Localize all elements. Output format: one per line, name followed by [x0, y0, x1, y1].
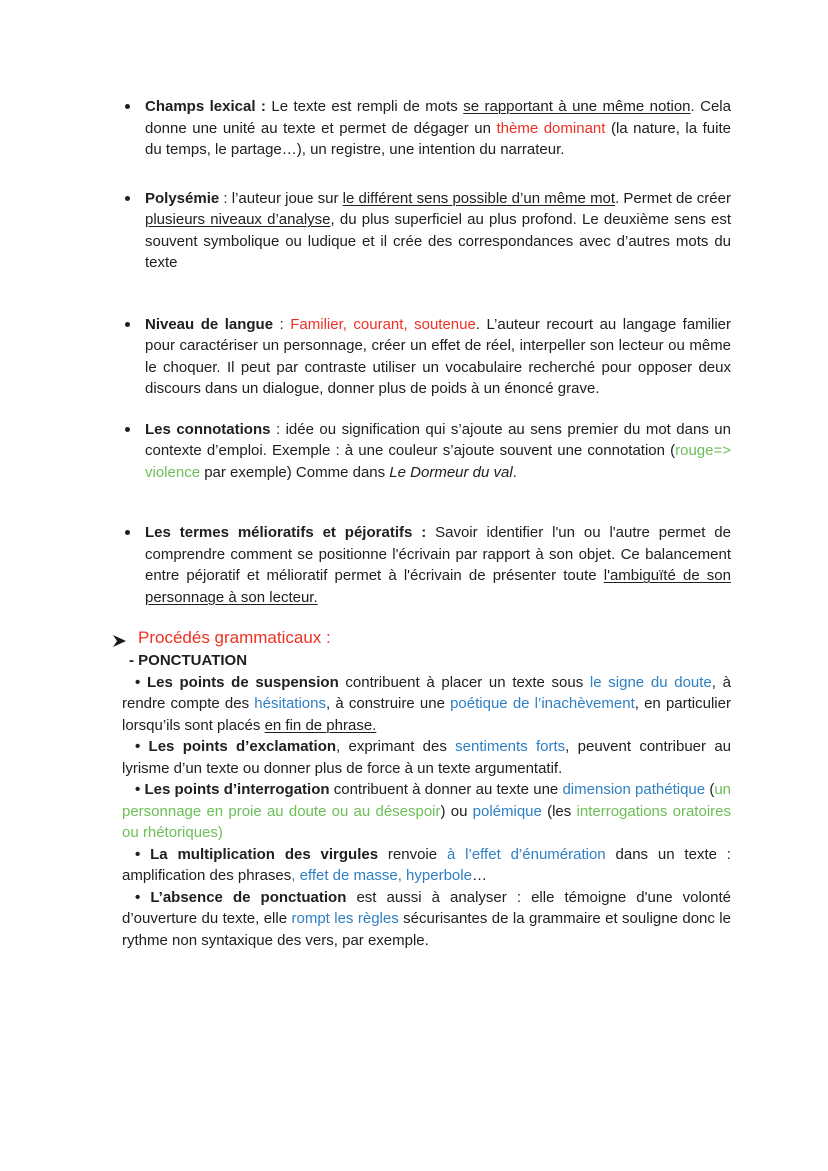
text-span: dimension pathétique [562, 781, 706, 798]
text-span: contribuent à donner au texte une [329, 781, 563, 798]
points-de-suspension [122, 672, 731, 737]
text-span: un personnage en proie au doute ou au désespoir [122, 781, 731, 820]
bullet-item [122, 419, 731, 484]
points-d-exclamation [122, 736, 731, 779]
text-span: • Les points d’interrogation [135, 781, 330, 798]
bullet-item [122, 96, 731, 161]
arrowhead-right-icon [112, 631, 127, 645]
text-span: renvoie [378, 845, 447, 863]
bullet-item [122, 522, 731, 608]
text-span: poétique de l’inachèvement [450, 695, 635, 712]
text-span: • La multiplication des virgules [135, 845, 379, 863]
section-heading [122, 626, 731, 650]
text-span: , en particulier lorsqu’ils sont placés [122, 695, 731, 734]
section-procedes-grammaticaux [122, 626, 731, 951]
text-span: , du plus superficiel au plus profond. Le deuxième sens est souvent symbolique ou ludique et il crée des correspondances avec d’autres mots du texte [145, 211, 731, 271]
ponctuation-block [122, 650, 731, 951]
text-span: . Cela donne une unité au texte et permet de dégager un [145, 98, 731, 137]
text-span: ( [705, 781, 715, 798]
text-span: - PONCTUATION [129, 652, 248, 669]
text-span: se rapportant à une même notion [463, 98, 691, 115]
text-span: : [273, 315, 291, 333]
multiplication-des-virgules [122, 844, 731, 887]
text-span: • Les points de suspension [135, 673, 339, 691]
text-span: dans un texte : amplification des phrases [122, 845, 731, 884]
text-span: Polysémie [145, 189, 220, 207]
bullet-dot-icon [125, 427, 130, 432]
text-span: Niveau de langue [145, 315, 274, 333]
text-span: rouge=> violence [145, 442, 731, 481]
ponctuation-title [122, 650, 731, 672]
text-span: à l’effet d’énumération [446, 845, 606, 863]
bullet-dot-icon [125, 322, 130, 327]
text-span: en fin de phrase. [264, 716, 377, 734]
text-span: Le Dormeur du val [389, 463, 513, 481]
bullet-item [122, 314, 731, 400]
text-span: • L’absence de ponctuation [135, 888, 347, 906]
text-span: ) ou [440, 802, 473, 820]
text-span: sentiments forts [455, 738, 566, 755]
text-span: par exemple) Comme dans [200, 463, 390, 481]
bullet-dot-icon [125, 530, 130, 535]
text-span: … [471, 867, 487, 884]
bullet-list [122, 96, 731, 608]
text-span: thème dominant [496, 119, 606, 137]
text-span: : idée ou signification qui s’ajoute au sens premier du mot dans un contexte d’emploi. Exemple : à une couleur s’ajoute souvent une connotation ( [145, 420, 731, 459]
text-span: • Les points d’exclamation [135, 738, 337, 755]
text-span: Les termes mélioratifs et péjoratifs : [145, 524, 436, 541]
text-span: , à construire une [325, 695, 451, 712]
text-span: . L’auteur recourt au langage familier pour caractériser un personnage, créer un effet de réel, interpeller son lecteur ou même le choquer. Il peut par contraste utiliser un vocabulaire recherché pour opposer deux discours dans un dialogue, donner plus de poids à un énoncé grave. [145, 315, 731, 397]
section-heading-text: Procédés grammaticaux : [138, 628, 331, 647]
text-span: , à rendre compte des [122, 673, 731, 712]
text-span: . Permet de créer [615, 189, 731, 207]
text-span: Le texte est rempli de mots [271, 98, 464, 115]
text-span: polémique [472, 802, 542, 820]
text-span: plusieurs niveaux d’analyse [145, 211, 331, 228]
text-span: contribuent à placer un texte sous [338, 673, 590, 691]
text-span: l'ambiguïté de son personnage à son lecteur. [145, 567, 731, 606]
text-span: rompt les règles [291, 910, 399, 927]
text-span: Champs lexical : [145, 98, 272, 115]
absence-de-ponctuation [122, 887, 731, 952]
text-span: Familier, courant, soutenue [290, 315, 476, 333]
points-d-interrogation [122, 779, 731, 844]
text-span: (les [541, 802, 577, 820]
text-span: , exprimant des [336, 738, 456, 755]
text-span: le différent sens possible d’un même mot [342, 189, 616, 207]
bullet-dot-icon [125, 196, 130, 201]
text-span: sécurisantes de la grammaire et souligne donc le rythme non syntaxique des vers, par exemple. [122, 910, 731, 949]
text-span: . [512, 463, 517, 481]
text-span: hésitations [254, 695, 326, 712]
text-span: (la nature, la fuite du temps, le partage…), un registre, une intention du narrateur. [145, 119, 731, 158]
text-span: est aussi à analyser : elle témoigne d'une volonté d’ouverture du texte, elle [122, 888, 731, 927]
text-span: : l’auteur joue sur [219, 189, 343, 207]
text-span: Les connotations [145, 420, 271, 438]
bullet-dot-icon [125, 104, 130, 109]
text-span: , effet de masse, hyperbole [291, 867, 472, 884]
text-span: , peuvent contribuer au lyrisme d’un texte ou donner plus de force à un texte argumentatif. [122, 738, 732, 777]
text-span: Savoir identifier l'un ou l'autre permet de comprendre comment se positionne l'écrivain par rapport à son objet. Ce balancement entre péjoratif et mélioratif permet à l'écrivain de présenter toute [145, 524, 731, 584]
text-span: le signe du doute [589, 673, 712, 691]
bullet-item [122, 188, 731, 274]
text-span: interrogations oratoires ou rhétoriques) [122, 802, 731, 841]
